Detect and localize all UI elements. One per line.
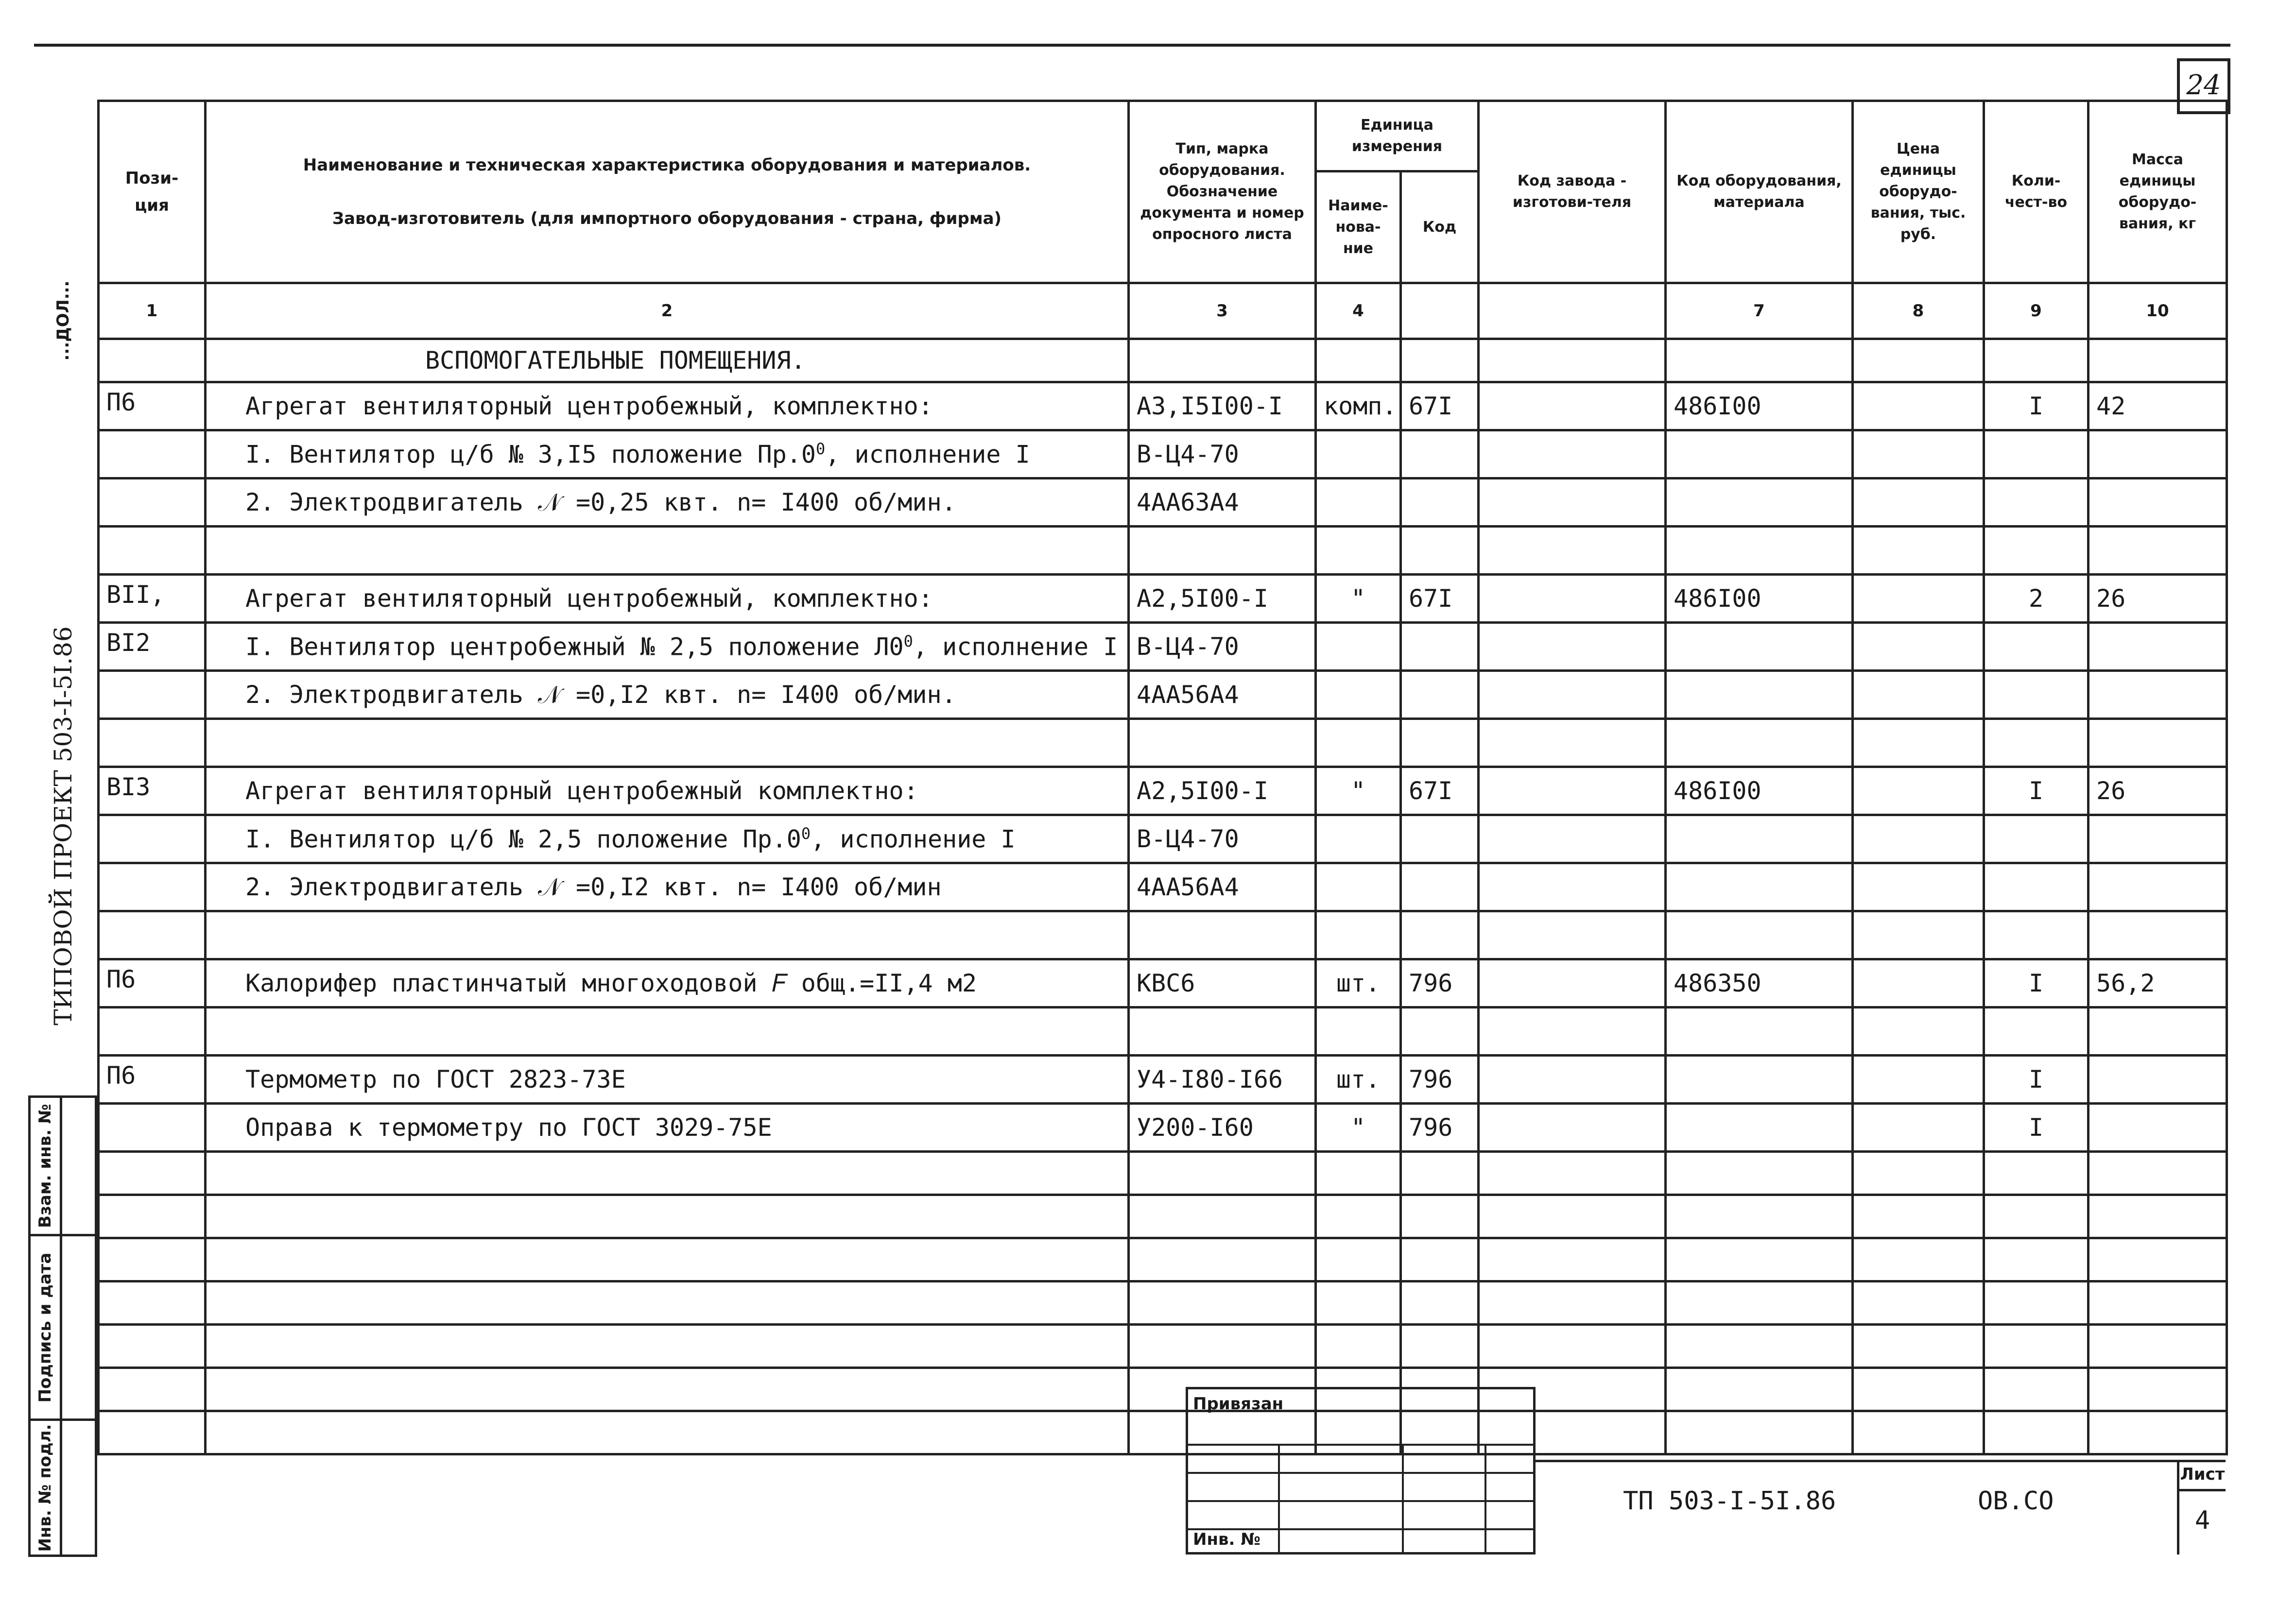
row-unit-code bbox=[1401, 527, 1479, 575]
empty-row bbox=[99, 1152, 2227, 1195]
row-mass bbox=[2089, 527, 2227, 575]
row-equipment-code: 486I00 bbox=[1666, 382, 1853, 430]
empty-row bbox=[99, 1325, 2227, 1368]
row-price bbox=[1853, 1056, 1984, 1104]
row-unit bbox=[1316, 527, 1401, 575]
row-unit bbox=[1316, 430, 1401, 478]
row-position bbox=[99, 478, 206, 527]
row-type: КВС6 bbox=[1129, 959, 1316, 1008]
row-type: 4АА56А4 bbox=[1129, 671, 1316, 719]
col-num: 3 bbox=[1129, 283, 1316, 339]
header-position: Пози- ция bbox=[99, 101, 206, 283]
row-unit-code: 796 bbox=[1401, 1056, 1479, 1104]
row-quantity: I bbox=[1984, 382, 2089, 430]
row-unit: шт. bbox=[1316, 1056, 1401, 1104]
row-name-tail: , исполнение I bbox=[811, 825, 1016, 854]
row-position: П6 bbox=[99, 1056, 206, 1104]
row-quantity bbox=[1984, 911, 2089, 959]
row-name bbox=[206, 1104, 1129, 1152]
row-mass bbox=[2089, 671, 2227, 719]
row-unit-code: 796 bbox=[1401, 1104, 1479, 1152]
document-code: ОВ.СО bbox=[1978, 1486, 2054, 1516]
row-name bbox=[206, 911, 1129, 959]
specification-table bbox=[97, 100, 2228, 1455]
row-equipment-code bbox=[1666, 1056, 1853, 1104]
header-name: Наименование и техническая характеристика оборудования и материалов. Завод-изготовитель (для импортного оборудования - страна, фирма) bbox=[206, 101, 1129, 283]
binding-stamp bbox=[1186, 1387, 1536, 1555]
row-unit-code bbox=[1401, 1008, 1479, 1056]
column-numbers-row bbox=[99, 283, 2227, 339]
row-mass bbox=[2089, 430, 2227, 478]
row-type: В-Ц4-70 bbox=[1129, 430, 1316, 478]
row-name-tail: , исполнение I bbox=[825, 440, 1030, 469]
table-row bbox=[99, 863, 2227, 911]
stamp-bound-label: Привязан bbox=[1193, 1394, 1284, 1414]
sheet-number: 4 bbox=[2194, 1506, 2210, 1535]
row-name-text: Оправа к термометру по ГОСТ 3029-75Е bbox=[245, 1113, 772, 1142]
row-unit bbox=[1316, 815, 1401, 863]
row-quantity: I bbox=[1984, 959, 2089, 1008]
row-name-text: I. Вентилятор центробежный № 2,5 положение Л0 bbox=[245, 632, 904, 661]
row-name bbox=[206, 575, 1129, 623]
project-code: ТП 503-I-5I.86 bbox=[1623, 1486, 1836, 1516]
row-factory-code bbox=[1479, 719, 1666, 767]
row-equipment-code bbox=[1666, 1104, 1853, 1152]
empty-row bbox=[99, 1281, 2227, 1325]
row-quantity bbox=[1984, 527, 2089, 575]
row-unit: " bbox=[1316, 767, 1401, 815]
row-factory-code bbox=[1479, 911, 1666, 959]
col-num: 9 bbox=[1984, 283, 2089, 339]
header-unit-code: Код bbox=[1401, 171, 1479, 283]
row-unit-code bbox=[1401, 719, 1479, 767]
row-unit-code bbox=[1401, 478, 1479, 527]
header-mass: Масса единицы оборудо-вания, кг bbox=[2089, 101, 2227, 283]
row-unit-code: 67I bbox=[1401, 382, 1479, 430]
row-type bbox=[1129, 527, 1316, 575]
row-type bbox=[1129, 719, 1316, 767]
row-name bbox=[206, 863, 1129, 911]
row-position: ВI2 bbox=[99, 623, 206, 671]
table-row bbox=[99, 911, 2227, 959]
row-quantity bbox=[1984, 478, 2089, 527]
row-equipment-code bbox=[1666, 863, 1853, 911]
col-num: 8 bbox=[1853, 283, 1984, 339]
row-factory-code bbox=[1479, 767, 1666, 815]
table-row bbox=[99, 430, 2227, 478]
row-price bbox=[1853, 767, 1984, 815]
row-unit-code bbox=[1401, 671, 1479, 719]
side-project-title: ТИПОВОЙ ПРОЕКТ 503-I-5I.86 bbox=[49, 626, 77, 1025]
header-factory-code: Код завода - изготови-теля bbox=[1479, 101, 1666, 283]
row-type: У4-I80-I66 bbox=[1129, 1056, 1316, 1104]
side-box-signature: Подпись и дата bbox=[28, 1234, 97, 1421]
row-name-text: Калорифер пластинчатый многоходовой 𝐹 общ.=II,4 м2 bbox=[245, 969, 977, 997]
col-num: 1 bbox=[99, 283, 206, 339]
table-row bbox=[99, 1008, 2227, 1056]
row-position: П6 bbox=[99, 959, 206, 1008]
row-name-text: I. Вентилятор ц/б № 3,I5 положение Пр.0 bbox=[245, 440, 816, 469]
row-unit-code bbox=[1401, 911, 1479, 959]
row-price bbox=[1853, 623, 1984, 671]
row-quantity bbox=[1984, 815, 2089, 863]
row-position bbox=[99, 527, 206, 575]
row-quantity: I bbox=[1984, 767, 2089, 815]
row-price bbox=[1853, 478, 1984, 527]
row-quantity: I bbox=[1984, 1104, 2089, 1152]
col-num bbox=[1479, 283, 1666, 339]
row-mass bbox=[2089, 815, 2227, 863]
row-type: А3,I5I00-I bbox=[1129, 382, 1316, 430]
row-unit bbox=[1316, 911, 1401, 959]
row-position bbox=[99, 719, 206, 767]
row-unit-code bbox=[1401, 815, 1479, 863]
empty-row bbox=[99, 1368, 2227, 1411]
header-quantity: Коли-чест-во bbox=[1984, 101, 2089, 283]
row-type: 4АА56А4 bbox=[1129, 863, 1316, 911]
row-type: В-Ц4-70 bbox=[1129, 623, 1316, 671]
row-equipment-code: 486I00 bbox=[1666, 767, 1853, 815]
col-num: 2 bbox=[206, 283, 1129, 339]
row-name-text: Агрегат вентиляторный центробежный, комплектно: bbox=[245, 584, 933, 613]
row-position bbox=[99, 815, 206, 863]
row-price bbox=[1853, 815, 1984, 863]
side-box-inventory: Инв. № подл. bbox=[28, 1418, 97, 1557]
row-factory-code bbox=[1479, 478, 1666, 527]
row-unit: шт. bbox=[1316, 959, 1401, 1008]
table-row bbox=[99, 1056, 2227, 1104]
row-mass bbox=[2089, 863, 2227, 911]
table-row bbox=[99, 959, 2227, 1008]
row-name-text: I. Вентилятор ц/б № 2,5 положение Пр.0 bbox=[245, 825, 801, 854]
row-name-text: Агрегат вентиляторный центробежный комплектно: bbox=[245, 777, 918, 805]
col-num bbox=[1401, 283, 1479, 339]
row-type bbox=[1129, 911, 1316, 959]
row-mass bbox=[2089, 478, 2227, 527]
row-quantity bbox=[1984, 430, 2089, 478]
table-row bbox=[99, 815, 2227, 863]
table-row bbox=[99, 719, 2227, 767]
row-price bbox=[1853, 911, 1984, 959]
row-price bbox=[1853, 527, 1984, 575]
row-equipment-code bbox=[1666, 1008, 1853, 1056]
row-unit-code bbox=[1401, 430, 1479, 478]
row-name bbox=[206, 671, 1129, 719]
sheet-box bbox=[2177, 1460, 2226, 1555]
row-factory-code bbox=[1479, 1056, 1666, 1104]
row-quantity bbox=[1984, 1008, 2089, 1056]
row-quantity: I bbox=[1984, 1056, 2089, 1104]
row-position bbox=[99, 863, 206, 911]
empty-row bbox=[99, 1195, 2227, 1238]
row-type bbox=[1129, 1008, 1316, 1056]
row-name bbox=[206, 623, 1129, 671]
stamp-inventory-label: Инв. № bbox=[1193, 1530, 1261, 1549]
row-position bbox=[99, 911, 206, 959]
row-name bbox=[206, 959, 1129, 1008]
table-row bbox=[99, 478, 2227, 527]
row-unit: " bbox=[1316, 1104, 1401, 1152]
row-equipment-code bbox=[1666, 527, 1853, 575]
row-unit-code: 67I bbox=[1401, 575, 1479, 623]
row-name-tail: , исполнение I bbox=[913, 632, 1118, 661]
row-position: П6 bbox=[99, 382, 206, 430]
row-factory-code bbox=[1479, 575, 1666, 623]
row-unit: комп. bbox=[1316, 382, 1401, 430]
row-unit bbox=[1316, 623, 1401, 671]
section-title-row bbox=[99, 339, 2227, 382]
row-unit bbox=[1316, 478, 1401, 527]
row-name bbox=[206, 1056, 1129, 1104]
row-equipment-code bbox=[1666, 671, 1853, 719]
row-name-text: 2. Электродвигатель 𝒩 =0,25 квт. n= I400 об/мин. bbox=[245, 488, 956, 516]
row-mass bbox=[2089, 1008, 2227, 1056]
row-unit bbox=[1316, 863, 1401, 911]
row-equipment-code bbox=[1666, 911, 1853, 959]
header-unit-name: Наиме-нова-ние bbox=[1316, 171, 1401, 283]
row-price bbox=[1853, 575, 1984, 623]
col-num: 4 bbox=[1316, 283, 1401, 339]
row-price bbox=[1853, 671, 1984, 719]
row-name bbox=[206, 478, 1129, 527]
row-name-text: 2. Электродвигатель 𝒩 =0,I2 квт. n= I400 об/мин bbox=[245, 872, 942, 901]
table-row bbox=[99, 527, 2227, 575]
sheet-label: Лист bbox=[2179, 1460, 2226, 1491]
table-row bbox=[99, 575, 2227, 623]
row-price bbox=[1853, 1104, 1984, 1152]
row-mass: 56,2 bbox=[2089, 959, 2227, 1008]
row-mass bbox=[2089, 719, 2227, 767]
row-factory-code bbox=[1479, 382, 1666, 430]
row-unit: " bbox=[1316, 575, 1401, 623]
row-name bbox=[206, 767, 1129, 815]
row-price bbox=[1853, 719, 1984, 767]
row-name-text: 2. Электродвигатель 𝒩 =0,I2 квт. n= I400 об/мин. bbox=[245, 680, 956, 709]
row-name bbox=[206, 527, 1129, 575]
row-factory-code bbox=[1479, 623, 1666, 671]
row-factory-code bbox=[1479, 815, 1666, 863]
empty-row bbox=[99, 1238, 2227, 1281]
row-unit bbox=[1316, 671, 1401, 719]
row-name-text: Агрегат вентиляторный центробежный, комплектно: bbox=[245, 392, 933, 420]
row-name bbox=[206, 430, 1129, 478]
row-name bbox=[206, 815, 1129, 863]
header-price: Цена единицы оборудо-вания, тыс. руб. bbox=[1853, 101, 1984, 283]
row-quantity bbox=[1984, 623, 2089, 671]
row-type: У200-I60 bbox=[1129, 1104, 1316, 1152]
row-mass: 26 bbox=[2089, 767, 2227, 815]
row-factory-code bbox=[1479, 863, 1666, 911]
row-mass: 26 bbox=[2089, 575, 2227, 623]
row-quantity: 2 bbox=[1984, 575, 2089, 623]
row-equipment-code bbox=[1666, 719, 1853, 767]
row-position: ВI3 bbox=[99, 767, 206, 815]
row-price bbox=[1853, 1008, 1984, 1056]
col-num: 7 bbox=[1666, 283, 1853, 339]
row-price bbox=[1853, 382, 1984, 430]
row-factory-code bbox=[1479, 527, 1666, 575]
row-mass bbox=[2089, 1104, 2227, 1152]
row-price bbox=[1853, 959, 1984, 1008]
row-equipment-code bbox=[1666, 623, 1853, 671]
row-equipment-code: 486I00 bbox=[1666, 575, 1853, 623]
degree-superscript: 0 bbox=[801, 824, 811, 843]
header-type: Тип, марка оборудования. Обозначение документа и номер опросного листа bbox=[1129, 101, 1316, 283]
row-mass bbox=[2089, 911, 2227, 959]
row-factory-code bbox=[1479, 959, 1666, 1008]
row-type: В-Ц4-70 bbox=[1129, 815, 1316, 863]
row-name bbox=[206, 1008, 1129, 1056]
table-row bbox=[99, 767, 2227, 815]
row-unit-code bbox=[1401, 863, 1479, 911]
row-mass bbox=[2089, 1056, 2227, 1104]
row-name bbox=[206, 719, 1129, 767]
row-unit bbox=[1316, 719, 1401, 767]
degree-superscript: 0 bbox=[816, 440, 826, 459]
row-type: 4АА63А4 bbox=[1129, 478, 1316, 527]
row-factory-code bbox=[1479, 430, 1666, 478]
table-row bbox=[99, 671, 2227, 719]
row-quantity bbox=[1984, 719, 2089, 767]
header-equipment-code: Код оборудования, материала bbox=[1666, 101, 1853, 283]
row-price bbox=[1853, 863, 1984, 911]
table-row bbox=[99, 623, 2227, 671]
row-position bbox=[99, 1008, 206, 1056]
table-row bbox=[99, 382, 2227, 430]
row-position bbox=[99, 671, 206, 719]
degree-superscript: 0 bbox=[903, 632, 913, 651]
row-name-text: Термометр по ГОСТ 2823-73Е bbox=[245, 1065, 626, 1093]
row-equipment-code bbox=[1666, 815, 1853, 863]
side-stamp: ...ДОЛ... bbox=[53, 280, 73, 361]
col-num: 10 bbox=[2089, 283, 2227, 339]
row-quantity bbox=[1984, 863, 2089, 911]
table-row bbox=[99, 1104, 2227, 1152]
row-name bbox=[206, 382, 1129, 430]
section-title: ВСПОМОГАТЕЛЬНЫЕ ПОМЕЩЕНИЯ. bbox=[206, 339, 1129, 382]
row-factory-code bbox=[1479, 1008, 1666, 1056]
row-equipment-code bbox=[1666, 478, 1853, 527]
corner-sheet-number: 24 bbox=[2177, 58, 2230, 114]
row-mass: 42 bbox=[2089, 382, 2227, 430]
row-type: А2,5I00-I bbox=[1129, 575, 1316, 623]
header-unit: Единица измерения bbox=[1316, 101, 1479, 171]
row-equipment-code: 486350 bbox=[1666, 959, 1853, 1008]
empty-row bbox=[99, 1411, 2227, 1454]
row-price bbox=[1853, 430, 1984, 478]
row-position: ВII, bbox=[99, 575, 206, 623]
row-quantity bbox=[1984, 671, 2089, 719]
top-border-line bbox=[34, 44, 2230, 47]
row-factory-code bbox=[1479, 671, 1666, 719]
row-factory-code bbox=[1479, 1104, 1666, 1152]
row-mass bbox=[2089, 623, 2227, 671]
row-unit bbox=[1316, 1008, 1401, 1056]
row-unit-code bbox=[1401, 623, 1479, 671]
row-position bbox=[99, 430, 206, 478]
row-type: А2,5I00-I bbox=[1129, 767, 1316, 815]
row-equipment-code bbox=[1666, 430, 1853, 478]
row-unit-code: 796 bbox=[1401, 959, 1479, 1008]
row-unit-code: 67I bbox=[1401, 767, 1479, 815]
side-box-replace: Взам. инв. № bbox=[28, 1095, 97, 1236]
row-position bbox=[99, 1104, 206, 1152]
